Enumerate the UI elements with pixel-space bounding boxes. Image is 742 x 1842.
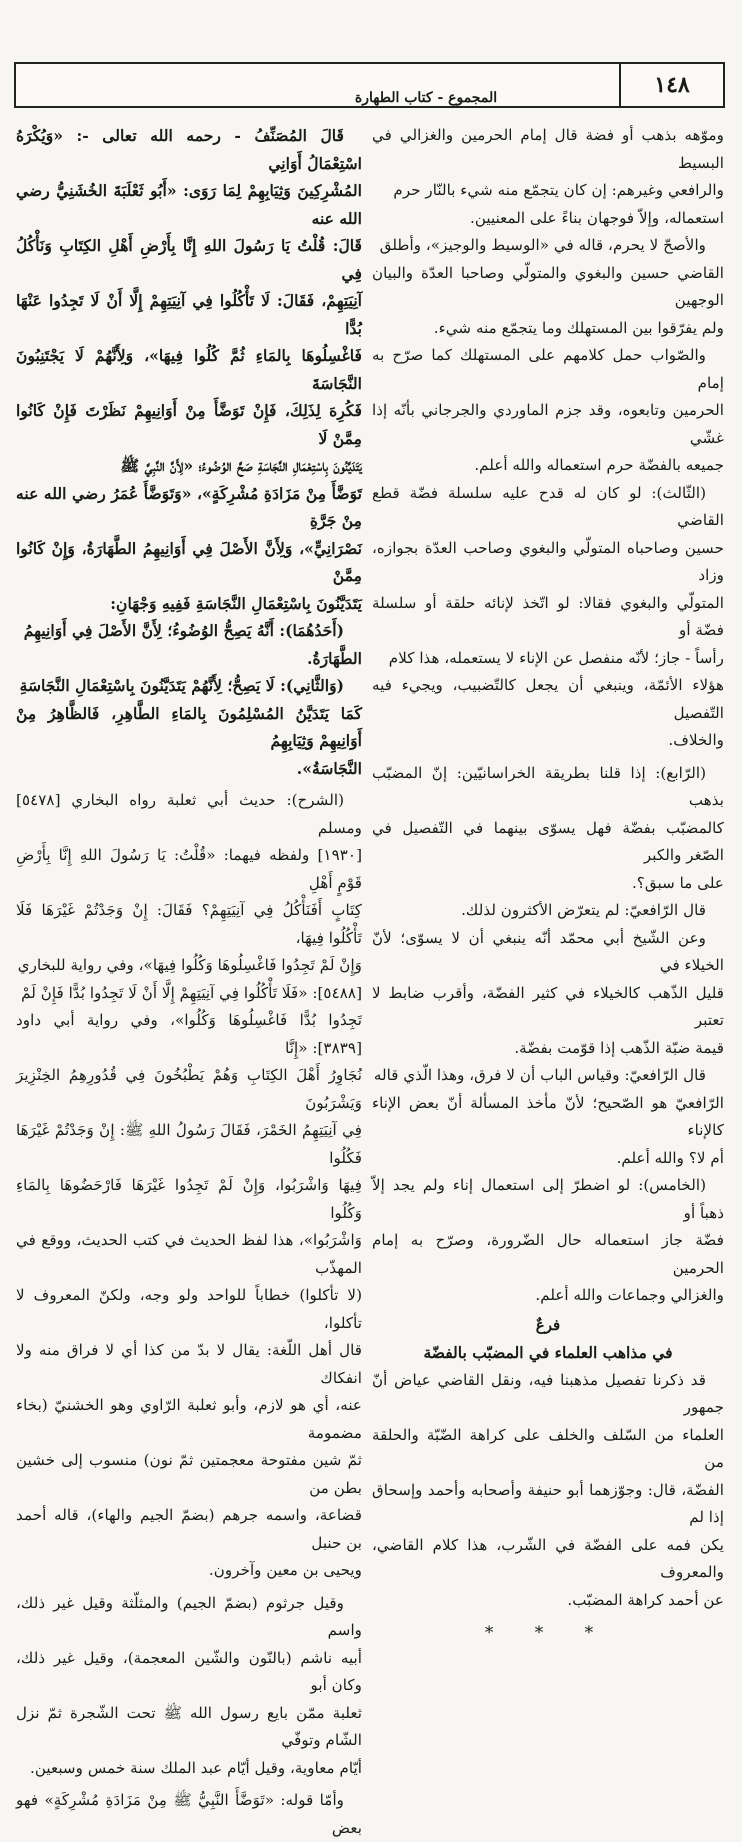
sharh-line: وأمّا قوله: «تَوَضَّأَ النَّبِيُّ ﷺ مِنْ مَزَادَةِ مُشْرِكَةٍ» فهو بعض: [16, 1791, 362, 1837]
text-line: القاضي حسين والبغوي والمتولّي وصاحبا العدّة والبيان الوجهين: [372, 263, 724, 309]
page-header: [14, 62, 725, 108]
sharh-line: (لا تأكلوا) خطاباً للواحد ولو وجه، ولكنّ المعروف لا تأكلوا،: [16, 1286, 362, 1332]
text-line: (الثّالث): لو كان له قدح عليه سلسلة فضّة قطع القاضي: [372, 483, 724, 529]
far-heading: فرعٌ: [535, 1315, 561, 1334]
text-line: وعن الشّيخ أبي محمّد أنّه ينبغي أن لا يسوّى؛ لأنّ الخيلاء في: [372, 928, 724, 974]
sharh-line: [٥٤٨٨]: «فَلَا تَأْكُلُوا فِي آنِيَتِهِمْ إِلَّا أَنْ لَا تَجِدُوا بُدًّا فَإِنْ لَمْ: [21, 983, 362, 1002]
sharh-line: أيّام معاوية، وقيل أيّام عبد الملك سنة خمس وسبعين.: [30, 1758, 362, 1777]
text-line: الحرمين وتابعوه، وقد جزم الماوردي والجرجاني بأنّه إذا غشّي: [372, 401, 724, 447]
text-line: قليل الذّهب كالخيلاء في كثير الفضّة، وأقرب ضابط لا تعتبر: [372, 983, 724, 1029]
matn-line: نَصْرَانِيٍّ»، وَلِأَنَّ الأَصْلَ فِي أَوَانِيهِمُ الطَّهَارَةُ، وَإِنْ كَانُوا مِمَّنْ: [16, 538, 362, 585]
matn-line: قَالَ المُصَنِّفُ - رحمه الله تعالى -: «وَيُكْرَهُ اسْتِعْمَالُ أَوَانِي: [16, 126, 362, 173]
text-line: قال الرّافعيّ: لم يتعرّض الأكثرون لذلك.: [461, 901, 706, 919]
section-heading: في مذاهب العلماء في المضبّب بالفضّة: [423, 1343, 673, 1362]
running-title: المجموع - كتاب الطهارة: [354, 90, 498, 106]
text-line: قيمة ضبّة الذّهب إذا قوّمت بفضّة.: [514, 1038, 724, 1057]
matn-line: فَكُرِهَ لِذَلِكَ، فَإِنْ تَوَضَّأَ مِنْ أَوَانِيهِمْ نَظَرْتَ فَإِنْ كَانُوا مِمَّنْ لَا: [16, 401, 362, 448]
matn-line: (وَالثَّانِي): لَا يَصِحُّ؛ لِأَنَّهُمْ يَتَدَيَّنُونَ بِاسْتِعْمَالِ النَّجَاسَةِ: [19, 676, 344, 695]
matn-line: يَتَدَيَّنُونَ بِاسْتِعْمَالِ النَّجَاسَةِ صَحَّ الوُضُوءُ؛ «لِأَنَّ النَّبِيَّ ﷺ: [120, 456, 362, 475]
section-end-stars: * * *: [484, 1623, 612, 1643]
sharh-line: كِتَابٍ أَفَنَأْكُلُ فِي آنِيَتِهِمْ؟ فَقَالَ: إِنْ وَجَدْتُمْ غَيْرَهَا فَلَا تَأْكُلُوا فِيهَا،: [16, 901, 362, 947]
sharh-line: عنه، أي هو لازم، وأبو ثعلبة الرّاوي وهو الخشنيّ (بخاء مضمومة: [16, 1396, 362, 1442]
text-line: أم لا؟ والله أعلم.: [616, 1148, 724, 1167]
text-line: قد ذكرنا تفصيل مذهبنا فيه، ونقل القاضي عياض أنّ جمهور: [372, 1370, 724, 1416]
matn-line: النَّجَاسَةُ».: [296, 758, 362, 778]
text-line: والصّواب حمل كلامهم على المستهلك كما صرّح به إمام: [372, 346, 724, 392]
sharh-line: أبيه ناشم (بالنّون والشّين المعجمة)، وقيل غير ذلك، وكان أبو: [16, 1648, 362, 1694]
sharh-line: وَإِنْ لَمْ تَجِدُوا فَاغْسِلُوهَا وَكُلُوا فِيهَا»، وفي رواية للبخاري: [17, 956, 362, 974]
text-line: المتولّي والبغوي فقالا: لو اتّخذ لإنائه حلقة أو سلسلة فضّة أو: [372, 593, 724, 639]
matn-line: (أَحَدُهُمَا): أَنَّهُ يَصِحُّ الوُضُوءُ؛ لِأَنَّ الأَصْلَ فِي أَوَانِيهِمُ: [23, 621, 344, 640]
right-column: [372, 122, 724, 1648]
text-line: عن أحمد كراهة المضبّب.: [567, 1590, 724, 1609]
text-line: يكن فمه على الفضّة في الشّرب، هذا كلام القاضي، والمعروف: [372, 1535, 724, 1581]
sharh-line: فِي آنِيَتِهِمُ الخَمْرَ، فَقَالَ رَسُولُ اللهِ ﷺ: إِنْ وَجَدْتُمْ غَيْرَهَا فَكُلُوا: [16, 1121, 362, 1167]
sharh-line: وَاشْرَبُوا»، هذا لفظ الحديث في كتب الحديث، ووقع في المهذّب: [16, 1231, 362, 1277]
matn-line: يَتَدَيَّنُونَ بِاسْتِعْمَالِ النَّجَاسَةِ فَفِيهِ وَجْهَانِ:: [110, 593, 362, 613]
sharh-line: تَجِدُوا بُدًّا فَاغْسِلُوهَا وَكُلُوا»، وفي رواية أبي داود [٣٨٣٩]: «إِنَّا: [16, 1011, 362, 1057]
text-line: والخلاف.: [668, 731, 724, 749]
text-line: وموّهه بذهب أو فضة قال إمام الحرمين والغزالي في البسيط: [372, 126, 724, 172]
matn-line: قَالَ: قُلْتُ يَا رَسُولَ اللهِ إِنَّا بِأَرْضِ أَهْلِ الكِتَابِ وَنَأْكُلُ فِي: [16, 236, 362, 283]
sharh-line: نُجَاوِرُ أَهْلَ الكِتَابِ وَهُمْ يَطْبُخُونَ فِي قُدُورِهِمُ الخِنْزِيرَ وَيَشْرَبُونَ: [16, 1066, 362, 1112]
sharh-line: ثمّ شين مفتوحة معجمتين ثمّ نون) منسوب إلى خشين بطن من: [16, 1451, 362, 1497]
text-line: قال الرّافعيّ: وقياس الباب أن لا فرق، وهذا الّذي قاله: [373, 1066, 706, 1084]
matn-line: كَمَا يَتَدَيَّنُ المُسْلِمُونَ بِالمَاءِ الطَّاهِرِ، فَالظَّاهِرُ مِنْ أَوَانِيهِمْ وَثِيَابِهِمُ: [16, 703, 362, 750]
text-line: كالمضبّب بفضّة فهل يسوّى بينهما في التّفصيل في الصّغر والكبر: [372, 818, 724, 864]
text-line: حسين وصاحباه المتولّي والبغوي وصاحب العدّة بجوازه، وزاد: [372, 538, 724, 584]
page-number: ١٤٨: [619, 64, 723, 106]
matn-line: آنِيَتِهِمْ، فَقَالَ: لَا تَأْكُلُوا فِي آنِيَتِهِمْ إِلَّا أَنْ لَا تَجِدُوا عَنْهَا بُدًّا: [16, 291, 362, 338]
left-column: [16, 122, 362, 1842]
text-line: رأساً - جاز؛ لأنّه منفصل عن الإناء لا يستعمله، هذا كلام: [388, 648, 724, 667]
sharh-line: قضاعة، واسمه جرهم (بضمّ الجيم والهاء)، قاله أحمد بن حنبل: [16, 1506, 362, 1552]
sharh-line: ويحيى بن معين وآخرون.: [208, 1561, 362, 1579]
text-line: الفضّة، قال: وجوّزهما أبو حنيفة وأصحابه وأحمد وإسحاق إذا لم: [372, 1480, 724, 1526]
text-line: استعماله، وإلاّ فوجهان بناءً على المعنيين.: [470, 208, 724, 227]
text-line: (الرّابع): إذا قلنا بطريقة الخراسانيّين: إنّ المضبّب بذهب: [372, 763, 724, 809]
text-line: العلماء من السّلف والخلف على كراهة الضّبّة والحلقة من: [372, 1425, 724, 1471]
sharh-line: ثعلبة ممّن بايع رسول الله ﷺ تحت الشّجرة ثمّ نزل الشّام وتوفّي: [16, 1703, 362, 1749]
matn-line: المُشْرِكِينَ وَثِيَابِهِمْ لِمَا رَوَى: «أَبُو ثَعْلَبَةَ الخُشَنِيُّ رضي الله عنه: [16, 181, 362, 228]
text-line: جميعه بالفضّة حرم استعماله والله أعلم.: [474, 456, 724, 474]
text-line: هؤلاء الأئمّة، وينبغي أن يجعل كالتّضبيب، ويجيء فيه التّفصيل: [372, 676, 724, 722]
text-line: على ما سبق؟.: [631, 873, 724, 892]
sharh-line: فِيهَا وَاشْرَبُوا، وَإِنْ لَمْ تَجِدُوا غَيْرَهَا فَارْحَضُوهَا بِالمَاءِ وَكُلُوا: [16, 1176, 362, 1222]
text-line: فضّة جاز استعماله حال الضّرورة، وصرّح به إمام الحرمين: [372, 1231, 724, 1277]
text-line: والأصحّ لا يحرم، قاله في «الوسيط والوجيز»، وأطلق: [379, 236, 706, 254]
matn-line: فَاغْسِلُوهَا بِالمَاءِ ثُمَّ كُلُوا فِيهَا»، وَلِأَنَّهُمْ لَا يَجْتَنِبُونَ النَّجَاسَةَ: [16, 346, 362, 393]
sharh-line: وقيل جرثوم (بضمّ الجيم) والمثلّثة وقيل غير ذلك، واسم: [16, 1593, 362, 1639]
text-line: (الخامس): لو اضطرّ إلى استعمال إناء ولم يجد إلاّ ذهباً أو: [372, 1176, 724, 1222]
text-line: والرافعي وغيرهم: إن كان يتجمّع منه شيء بالنّار حرم: [393, 181, 724, 199]
matn-line: تَوَضَّأَ مِنْ مَزَادَةِ مُشْرِكَةٍ»، «وَتَوَضَّأَ عُمَرُ رضي الله عنه مِنْ جَرَّةِ: [16, 483, 362, 530]
sharh-line: [١٩٣٠] ولفظه فيهما: «قُلْتُ: يَا رَسُولَ اللهِ إِنَّا بِأَرْضِ قَوْمٍ أَهْلِ: [16, 846, 362, 892]
sharh-line: (الشرح): حديث أبي ثعلبة رواه البخاري [٥٤٧٨] ومسلم: [16, 791, 362, 837]
text-line: ولم يفرّقوا بين المستهلك وما يتجمّع منه شيء.: [433, 318, 724, 337]
text-line: والغزالي وجماعات والله أعلم.: [535, 1286, 724, 1304]
matn-line: الطَّهَارَةُ.: [307, 648, 362, 668]
sharh-line: قال أهل اللّغة: يقال لا بدّ من كذا أي لا فراق منه ولا انفكاك: [16, 1341, 362, 1387]
text-line: الرّافعيّ هو الصّحيح؛ لأنّ مأخذ المسألة أنّ بعض الإناء كالإناء: [372, 1093, 724, 1139]
